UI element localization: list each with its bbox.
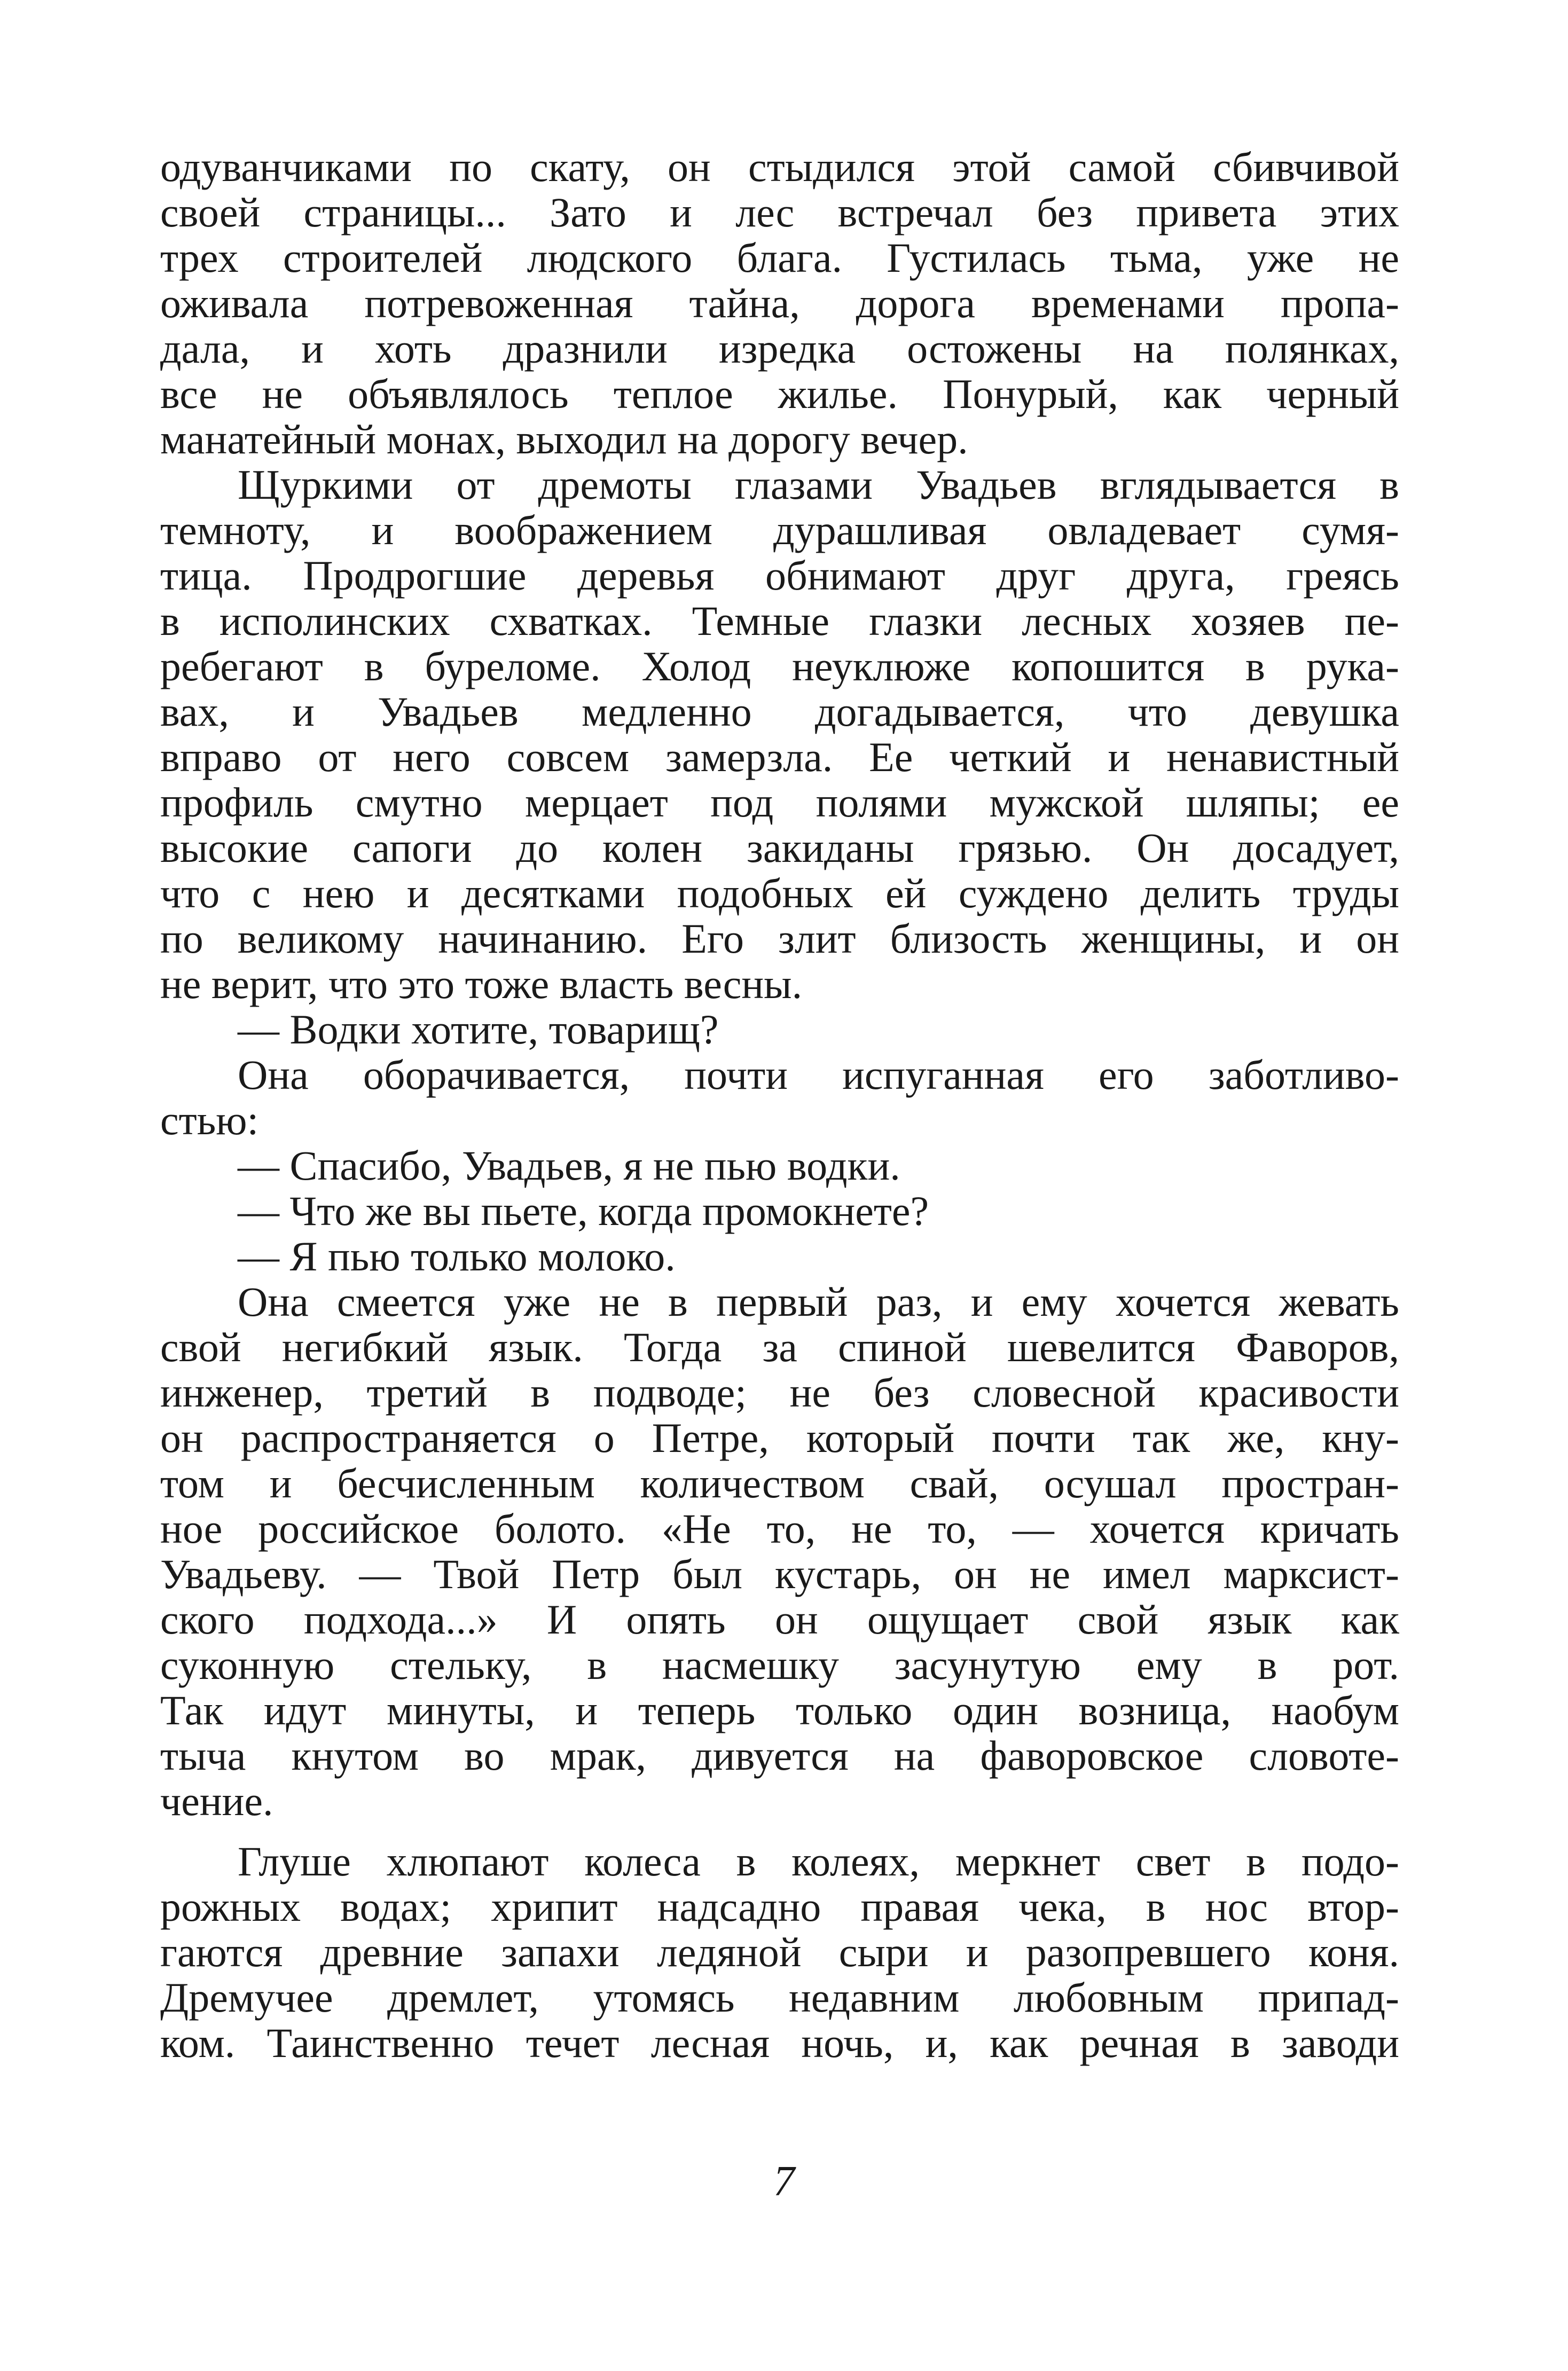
text-line: инженер, третий в подводе; не без словесной красивости [160, 1369, 1399, 1416]
text-line: вах, и Увадьев медленно догадывается, что девушка [160, 688, 1399, 735]
text-line: Глуше хлюпают колеса в колеях, меркнет свет в подо- [238, 1838, 1399, 1885]
text-line: в исполинских схватках. Темные глазки лесных хозяев пе- [160, 598, 1399, 644]
text-line: свой негибкий язык. Тогда за спиной шевелится Фаворов, [160, 1324, 1399, 1370]
text-line: Так идут минуты, и теперь только один возница, наобум [160, 1687, 1399, 1733]
text-line: тица. Продрогшие деревья обнимают друг друга, греясь [160, 552, 1399, 599]
text-line: Она оборачивается, почти испуганная его заботливо- [238, 1051, 1399, 1098]
text-line: вправо от него совсем замерзла. Ее четкий и ненавистный [160, 734, 1399, 780]
text-line: что с нею и десятками подобных ей суждено делить труды [160, 870, 1399, 916]
dialogue-line: — Что же вы пьете, когда промокнете? [238, 1188, 929, 1234]
text-line: не верит, что это тоже власть весны. [160, 961, 803, 1007]
dialogue-line: — Я пью только молоко. [238, 1233, 676, 1279]
text-line: темноту, и воображением дурашливая овладевает сумя- [160, 507, 1399, 553]
text-line: ребегают в буреломе. Холод неуклюже копошится в рука- [160, 643, 1399, 689]
text-line: тыча кнутом во мрак, дивуется на фаворовское словоте- [160, 1732, 1399, 1779]
text-line: Она смеется уже не в первый раз, и ему хочется жевать [238, 1278, 1399, 1325]
text-line: гаются древние запахи ледяной сыри и разопревшего коня. [160, 1929, 1399, 1975]
text-line: Щуркими от дремоты глазами Увадьев вглядывается в [238, 461, 1399, 508]
text-line: ное российское болото. «Не то, не то, — хочется кричать [160, 1505, 1399, 1552]
dialogue-line: — Спасибо, Увадьев, я не пью водки. [238, 1142, 900, 1189]
text-line: дала, и хоть дразнили изредка остожены на полянках, [160, 325, 1399, 372]
text-line: он распространяется о Петре, который почти так же, кну- [160, 1415, 1399, 1461]
text-line: ком. Таинственно течет лесная ночь, и, как речная в заводи [160, 2020, 1399, 2066]
text-line: ского подхода...» И опять он ощущает свой язык как [160, 1596, 1399, 1643]
text-line: суконную стельку, в насмешку засунутую ему в рот. [160, 1642, 1399, 1688]
text-line: Увадьеву. — Твой Петр был кустарь, он не имел марксист- [160, 1551, 1399, 1597]
text-line: манатейный монах, выходил на дорогу вечер. [160, 416, 968, 462]
text-line: по великому начинанию. Его злит близость женщины, и он [160, 915, 1399, 962]
text-line: трех строителей людского блага. Густилась тьма, уже не [160, 234, 1399, 281]
text-line: одуванчиками по скату, он стыдился этой самой сбивчивой [160, 144, 1399, 190]
text-line: профиль смутно мерцает под полями мужской шляпы; ее [160, 779, 1399, 826]
body-text [160, 144, 1399, 2066]
text-line: чение. [160, 1778, 273, 1824]
dialogue-line: — Водки хотите, товарищ? [238, 1006, 719, 1053]
page-number: 7 [773, 2158, 795, 2205]
text-line: Дремучее дремлет, утомясь недавним любовным припад- [160, 1974, 1399, 2021]
text-line: стью: [160, 1097, 259, 1143]
text-line: том и бесчисленным количеством свай, осушал простран- [160, 1460, 1399, 1506]
text-line: оживала потревоженная тайна, дорога временами пропа- [160, 280, 1399, 326]
text-line: высокие сапоги до колен закиданы грязью. Он досадует, [160, 825, 1399, 871]
text-line: все не объявлялось теплое жилье. Понурый, как черный [160, 371, 1399, 417]
text-line: своей страницы... Зато и лес встречал без привета этих [160, 189, 1399, 235]
paragraph-gap [160, 1824, 1399, 1839]
text-line: рожных водах; хрипит надсадно правая чека, в нос втор- [160, 1883, 1399, 1930]
